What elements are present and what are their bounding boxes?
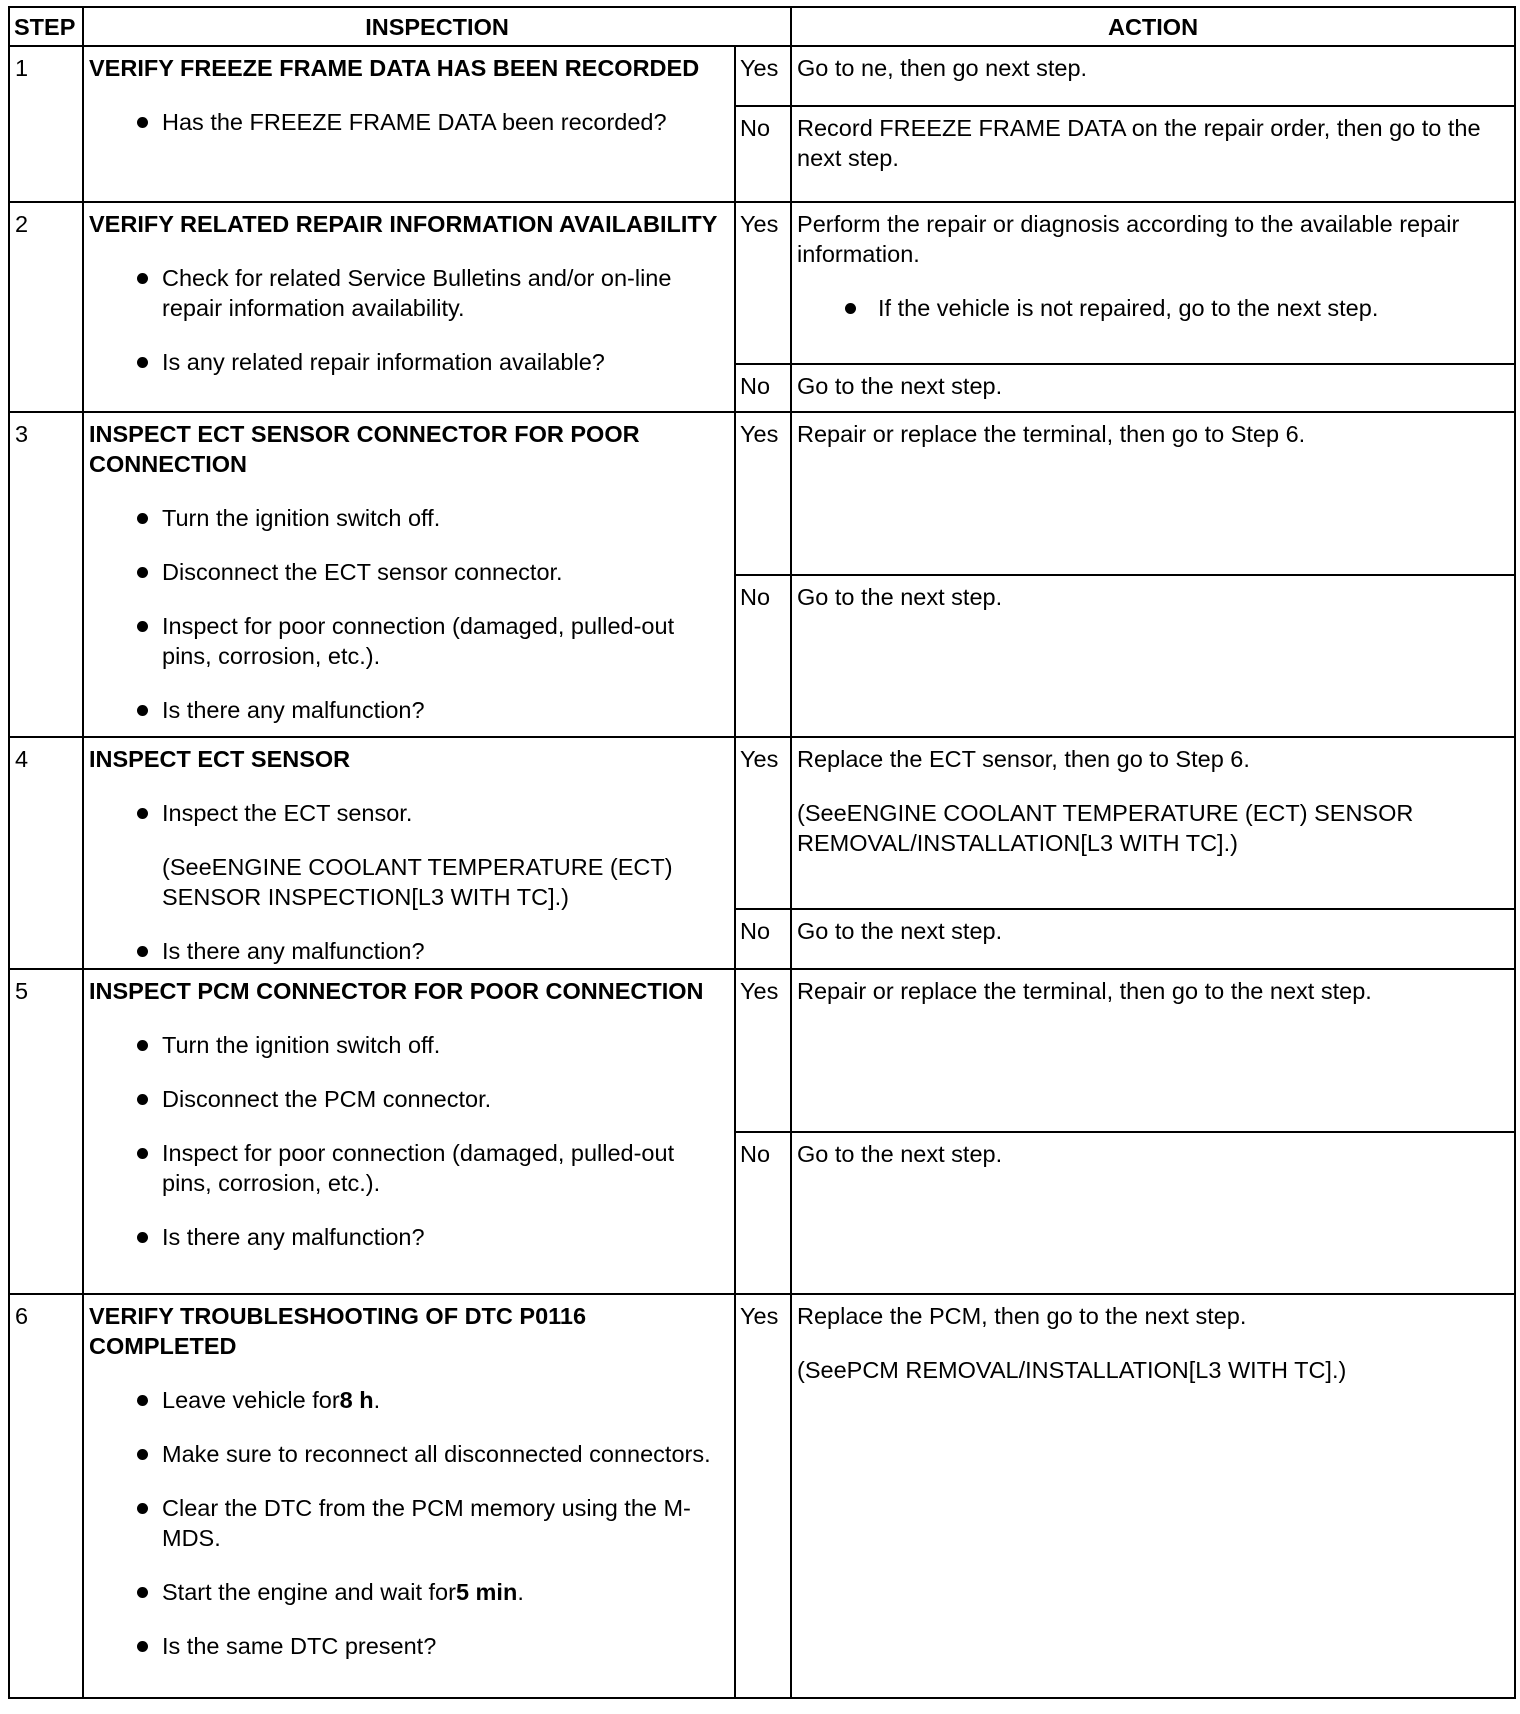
step-2-yes-row (9, 202, 1515, 364)
step-6-row (9, 1294, 1515, 1698)
step-3-inspection (83, 412, 735, 737)
yes-label: Yes (735, 46, 791, 106)
yes-label: Yes (735, 737, 791, 909)
diagnostic-table-container (8, 6, 1516, 1699)
yes-label: Yes (735, 969, 791, 1132)
yes-action-cell (791, 202, 1515, 364)
inspection-bullet: Is there any malfunction? (89, 695, 728, 725)
inspection-bullet: Is there any malfunction? (89, 936, 728, 966)
step-5-inspection (83, 969, 735, 1294)
inspection-bullet: Is there any malfunction? (89, 1222, 728, 1252)
yes-action: Repair or replace the terminal, then go to the next step. (791, 969, 1515, 1132)
action-bullet: If the vehicle is not repaired, go to the next step. (797, 293, 1508, 323)
yes-action-cell (791, 1294, 1515, 1698)
inspection-bullet: Is any related repair information available? (89, 347, 728, 377)
diagnostic-table (8, 6, 1516, 1699)
step-4-inspection (83, 737, 735, 969)
no-label: No (735, 364, 791, 412)
step-number: 2 (9, 202, 83, 412)
inspection-bullet: Is the same DTC present? (89, 1631, 728, 1661)
step-number: 5 (9, 969, 83, 1294)
no-action: Go to the next step. (791, 1132, 1515, 1294)
no-action: Record FREEZE FRAME DATA on the repair order, then go to the next step. (791, 106, 1515, 202)
inspection-bullet: Has the FREEZE FRAME DATA been recorded? (89, 107, 728, 137)
step-5-yes-row (9, 969, 1515, 1132)
yes-action: Go to ne, then go next step. (791, 46, 1515, 106)
step-title: VERIFY FREEZE FRAME DATA HAS BEEN RECORDED (89, 55, 700, 81)
step-title: VERIFY TROUBLESHOOTING OF DTC P0116 COMPLETED (89, 1303, 587, 1359)
step-number: 4 (9, 737, 83, 969)
no-action: Go to the next step. (791, 909, 1515, 969)
yes-action: Perform the repair or diagnosis according to the available repair information. (797, 211, 1460, 267)
header-action: ACTION (791, 7, 1515, 46)
no-label: No (735, 106, 791, 202)
inspection-bullet: Turn the ignition switch off. (89, 1030, 728, 1060)
step-title: INSPECT PCM CONNECTOR FOR POOR CONNECTION (89, 978, 704, 1004)
inspection-bullet: Start the engine and wait for5 min. (89, 1577, 728, 1607)
header-row (9, 7, 1515, 46)
inspection-bullet: Turn the ignition switch off. (89, 503, 728, 533)
inspection-bullet: Disconnect the PCM connector. (89, 1084, 728, 1114)
step-3-yes-row (9, 412, 1515, 575)
step-number: 3 (9, 412, 83, 737)
yes-action: Replace the ECT sensor, then go to Step 6. (797, 746, 1250, 772)
step-6-inspection (83, 1294, 735, 1698)
header-step: STEP (9, 7, 83, 46)
action-reference-note: (SeeENGINE COOLANT TEMPERATURE (ECT) SENSOR REMOVAL/INSTALLATION[L3 WITH TC].) (797, 800, 1414, 856)
no-label: No (735, 1132, 791, 1294)
no-label: No (735, 575, 791, 737)
yes-action-cell (791, 737, 1515, 909)
inspection-bullet: Disconnect the ECT sensor connector. (89, 557, 728, 587)
step-2-inspection (83, 202, 735, 412)
step-4-yes-row (9, 737, 1515, 909)
inspection-bullet: Leave vehicle for8 h. (89, 1385, 728, 1415)
yes-action: Replace the PCM, then go to the next step. (797, 1303, 1247, 1329)
step-1-inspection (83, 46, 735, 202)
yes-label: Yes (735, 202, 791, 364)
no-action: Go to the next step. (791, 364, 1515, 412)
inspection-bullet: Make sure to reconnect all disconnected connectors. (89, 1439, 728, 1469)
inspection-bullet: Clear the DTC from the PCM memory using the M-MDS. (89, 1493, 728, 1553)
action-reference-note: (SeePCM REMOVAL/INSTALLATION[L3 WITH TC].) (797, 1357, 1347, 1383)
step-number: 6 (9, 1294, 83, 1698)
inspection-bullet: Check for related Service Bulletins and/or on-line repair information availability. (89, 263, 728, 323)
inspection-bullet: Inspect for poor connection (damaged, pulled-out pins, corrosion, etc.). (89, 611, 728, 671)
yes-label: Yes (735, 412, 791, 575)
no-label: No (735, 909, 791, 969)
yes-label: Yes (735, 1294, 791, 1698)
no-action: Go to the next step. (791, 575, 1515, 737)
step-number: 1 (9, 46, 83, 202)
step-1-yes-row (9, 46, 1515, 106)
step-title: INSPECT ECT SENSOR (89, 746, 351, 772)
step-title: VERIFY RELATED REPAIR INFORMATION AVAILABILITY (89, 211, 718, 237)
inspection-bullet: Inspect for poor connection (damaged, pulled-out pins, corrosion, etc.). (89, 1138, 728, 1198)
yes-action: Repair or replace the terminal, then go to Step 6. (791, 412, 1515, 575)
step-title: INSPECT ECT SENSOR CONNECTOR FOR POOR CONNECTION (89, 421, 640, 477)
inspection-bullet: Inspect the ECT sensor. (89, 798, 728, 828)
inspection-reference-note: (SeeENGINE COOLANT TEMPERATURE (ECT) SENSOR INSPECTION[L3 WITH TC].) (162, 854, 673, 910)
header-inspection: INSPECTION (83, 7, 791, 46)
